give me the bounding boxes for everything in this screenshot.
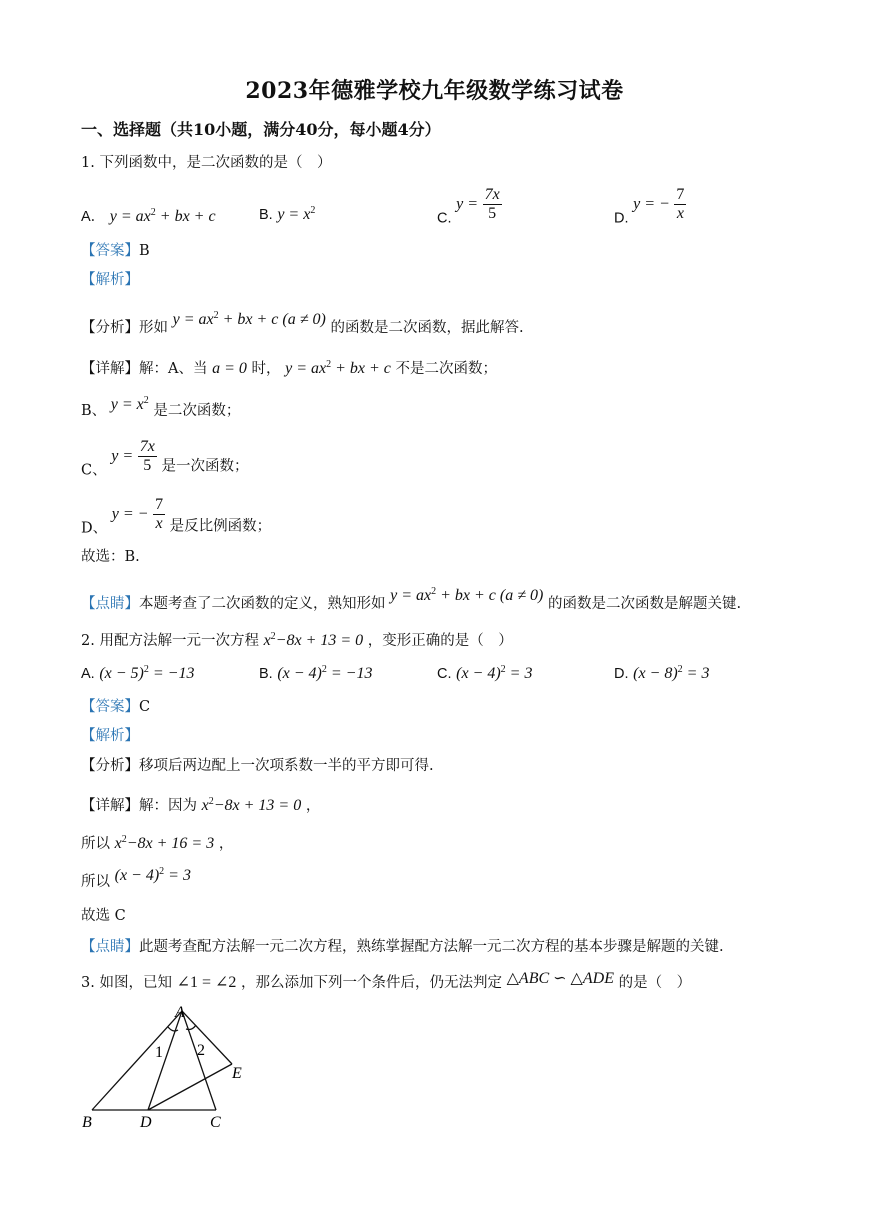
q2-fenxi: 【分析】移项后两边配上一次项系数一半的平方即可得. [81,758,434,774]
formula: $(x - 4)^2 = 3$ [456,664,533,682]
formula: a = 0 [212,360,247,377]
q1-detail-d: D、 y = − $\frac{7}{x}$ 是反比例函数； [81,496,272,537]
formula: $y = x^2$ [277,205,316,223]
q2-detail: 【详解】解：因为 $x^2-8x + 13 = 0$ ， [81,796,321,814]
fraction: $\frac{7}{x}$ [155,496,164,532]
q2-comment: 【点睛】此题考查配方法解一元二次方程，熟练掌握配方法解一元二次方程的基本步骤是解题的关键. [81,939,724,955]
formula: $(x - 5)^2 = -13$ [99,664,195,682]
q1-detail-b: B、 $y = x^2$ 是二次函数； [81,395,241,419]
fraction: $\frac{7}{x}$ [676,186,685,222]
q3-stem: 3. 如图，已知 ∠1 = ∠2 ，那么添加下列一个条件后，仍无法判定 △ABC ∽ △ADE 的是（ ） [81,970,692,991]
formula: $y = ax^2$ + bx + c (a ≠ 0) [390,586,544,604]
formula: $y = ax^2$ + bx + c [109,207,216,225]
formula: $(x - 4)^2 = 3$ [114,866,191,884]
q1-choose: 故选：B. [81,549,140,565]
q1-option-b: B. $y = x^2$ [259,205,316,223]
formula: $(x - 8)^2 = 3$ [633,664,710,682]
q1-fenxi: 【分析】形如 $y = ax^2$ + bx + c (a ≠ 0) 的函数是二次函数，据此解答. [81,310,524,336]
label-a: A [175,1004,185,1021]
q2-option-c: C. $(x - 4)^2 = 3$ [437,664,533,682]
formula: ∠1 = ∠2 [176,974,237,991]
label-angle1: 1 [155,1044,163,1061]
q2-option-a: A. $(x - 5)^2 = -13$ [81,664,195,682]
q2-so1: 所以 $x^2-8x + 16 = 3$ ， [81,834,234,852]
q2-analysis-tag: 【解析】 [81,728,139,744]
formula: $x^2-8x + 13 = 0$ [201,796,302,814]
section-heading: 一、选择题（共10小题，满分40分，每小题4分） [81,120,441,139]
q1-option-c: C. y = $\frac{7x}{5}$ [437,186,500,227]
q1-option-d: D. y = − $\frac{7}{x}$ [614,186,685,227]
formula: $y = ax^2$ + bx + c [285,359,391,377]
q1-detail-c: C、 y = $\frac{7x}{5}$ 是一次函数； [81,438,249,479]
formula: △ABC ∽ △ADE [506,970,614,987]
segment-ac [182,1011,216,1110]
q1-comment: 【点睛】本题考查了二次函数的定义，熟知形如 $y = ax^2$ + bx + c (a ≠ 0) 的函数是二次函数是解题关键. [81,586,742,612]
q1-analysis-tag: 【解析】 [81,272,139,288]
formula: y = [111,447,134,465]
label-d: D [140,1114,152,1131]
q2-choose: 故选 C [81,908,126,924]
formula: y = − [633,195,670,213]
formula: $y = ax^2$ + bx + c (a ≠ 0) [172,310,326,328]
q2-stem: 2. 用配方法解一元一次方程 $x^2-8x + 13 = 0$ ，变形正确的是（ ） [81,631,513,649]
label-b: B [82,1114,92,1131]
q1-option-a: A． $y = ax^2$ + bx + c [81,207,216,225]
q1-detail: 【详解】解：A、当 a = 0 时， $y = ax^2$ + bx + c 不是二次函数； [81,359,498,377]
triangle-figure [80,1003,260,1133]
formula: $(x - 4)^2 = -13$ [277,664,373,682]
q2-option-d: D. $(x - 8)^2 = 3$ [614,664,710,682]
segment-de [148,1064,232,1110]
label-c: C [210,1114,221,1131]
formula: y = − [111,505,149,523]
formula: y = [456,195,479,213]
formula: $x^2-8x + 13 = 0$ [263,631,364,649]
label-e: E [232,1065,242,1082]
fraction: $\frac{7x}{5}$ [139,438,155,474]
label-angle2: 2 [197,1042,205,1059]
q1-answer: 【答案】B [81,243,150,259]
segment-ad [148,1011,182,1110]
formula: $y = x^2$ [110,395,149,413]
fraction: $\frac{7x}{5}$ [484,186,500,222]
q2-answer: 【答案】C [81,699,151,715]
q2-option-b: B. $(x - 4)^2 = -13$ [259,664,373,682]
segment-ae [182,1011,232,1064]
formula: $x^2-8x + 16 = 3$ [114,834,215,852]
q2-so2: 所以 $(x - 4)^2 = 3$ [81,866,191,890]
q1-stem: 1. 下列函数中，是二次函数的是（ ） [81,155,332,171]
segment-ab [92,1011,182,1110]
page-title: 2023年德雅学校九年级数学练习试卷 [245,78,624,104]
